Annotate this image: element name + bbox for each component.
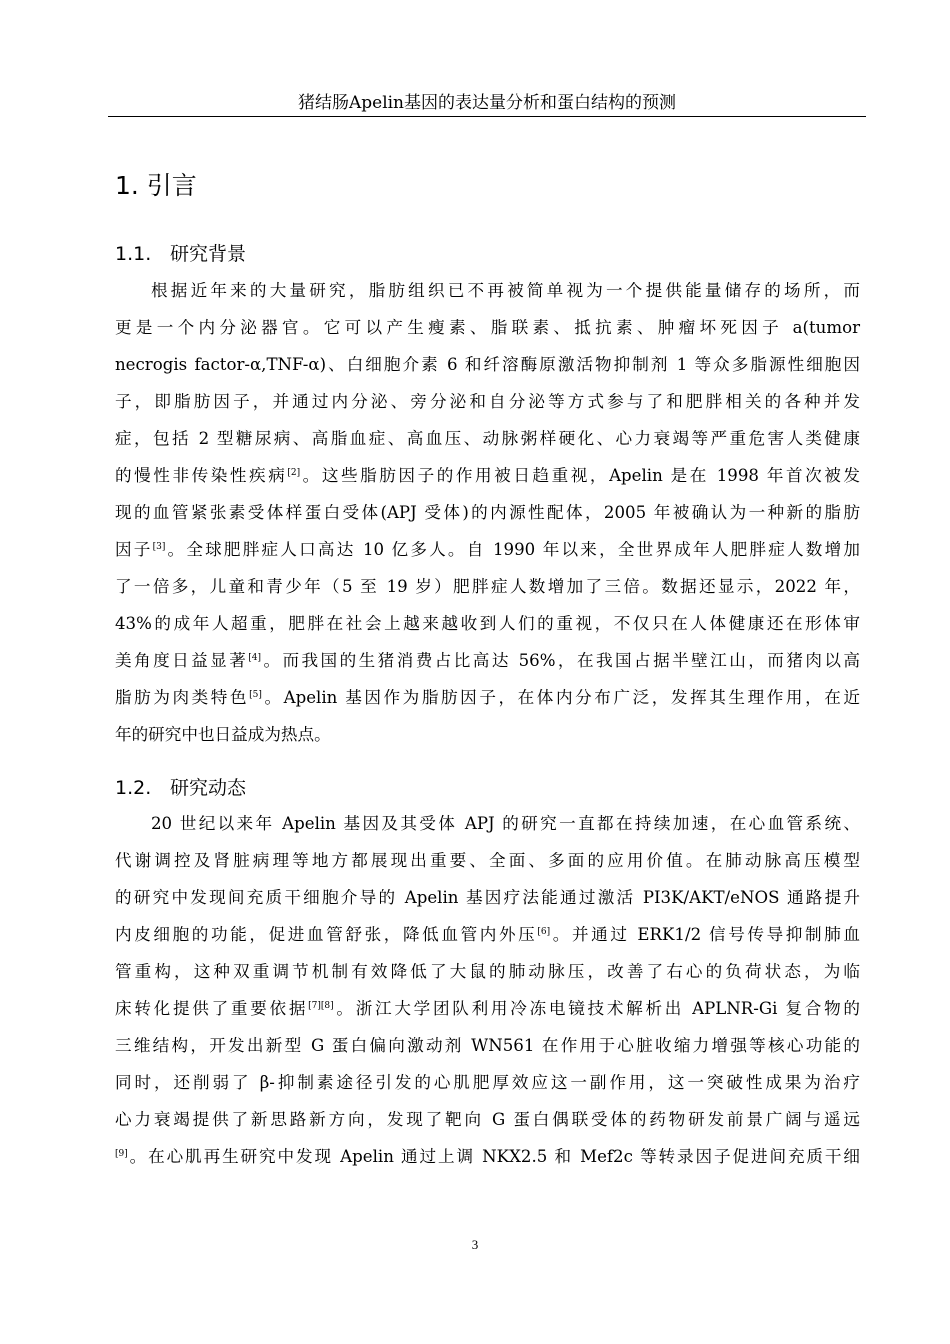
text-line [115,568,860,605]
text-line [115,457,860,494]
paragraph-research-background [115,272,860,753]
subsection-title: 研究背景 [170,243,247,265]
text-line [115,1101,860,1138]
line-text: 的研究中发现间充质干细胞介导的 Apelin 基因疗法能通过激活 PI3K/AKT/eNOS 通路提升 [115,888,860,907]
running-header-title: 猪结肠Apelin基因的表达量分析和蛋白结构的预测 [297,93,677,113]
text-line [115,531,860,568]
text-line [115,383,860,420]
line-text: necrogis factor-α,TNF-α)、白细胞介素 6 和纤溶酶原激活物抑制剂 1 等众多脂源性细胞因 [115,355,860,374]
text-line [115,1138,860,1175]
line-text: 症，包括 2 型糖尿病、高脂血症、高血压、动脉粥样硬化、心力衰竭等严重危害人类健康 [115,429,860,448]
text-line [115,953,860,990]
text-line [115,494,860,531]
line-text: 。这些脂肪因子的作用被日趋重视，Apelin 是在 1998 年首次被发 [300,466,861,485]
text-line [115,420,860,457]
line-text: 脂肪为肉类特色 [115,688,250,707]
line-text: 心力衰竭提供了新思路新方向，发现了靶向 G 蛋白偶联受体的药物研发前景广阔与遥远 [115,1110,860,1129]
subsection-heading-research-trends [115,774,246,802]
text-line [115,879,860,916]
line-text: 管重构，这种双重调节机制有效降低了大鼠的肺动脉压，改善了右心的负荷状态，为临 [115,962,860,981]
line-text: 。全球肥胖症人口高达 10 亿多人。自 1990 年以来，全世界成年人肥胖症人数增加 [165,540,860,559]
line-text: 了一倍多，儿童和青少年（5 至 19 岁）肥胖症人数增加了三倍。数据还显示，2022 年， [115,577,860,596]
citation-reference: [6] [537,927,551,937]
line-text: 三维结构，开发出新型 G 蛋白偏向激动剂 WN561 在作用于心脏收缩力增强等核心功能的 [115,1036,860,1055]
line-text: 根据近年来的大量研究，脂肪组织已不再被简单视为一个提供能量储存的场所，而 [151,281,860,300]
citation-reference: [3] [152,542,166,552]
text-line [115,805,860,842]
text-line [115,642,860,679]
line-text: 。浙江大学团队利用冷冻电镜技术解析出 APLNR-Gi 复合物的 [333,999,860,1018]
line-text: 。并通过 ERK1/2 信号传导抑制肺血 [550,925,861,944]
text-line [115,716,860,753]
line-text: 。而我国的生猪消费占比高达 56%，在我国占据半壁江山，而猪肉以高 [261,651,861,670]
line-text: 现的血管紧张素受体样蛋白受体(APJ 受体)的内源性配体，2005 年被确认为一种新的脂肪 [115,503,860,522]
paragraph-research-trends [115,805,860,1175]
text-line [115,1027,860,1064]
line-text: 20 世纪以来年 Apelin 基因及其受体 APJ 的研究一直都在持续加速，在心血管系统、 [151,814,860,833]
subsection-heading-background [115,240,246,268]
text-line [115,1064,860,1101]
line-text: 的慢性非传染性疾病 [115,466,288,485]
line-text: 年的研究中也日益成为热点。 [115,725,331,744]
section-heading-introduction: 1. 引言 [115,171,197,200]
subsection-number: 1.2. [115,777,152,799]
text-line [115,309,860,346]
line-text: 更是一个内分泌器官。它可以产生瘦素、脂联素、抵抗素、肿瘤坏死因子 a(tumor [115,318,860,337]
line-text: 床转化提供了重要依据 [115,999,309,1018]
line-text: 因子 [115,540,153,559]
line-text: 美角度日益显著 [115,651,249,670]
text-line [115,272,860,309]
text-line [115,916,860,953]
running-header [108,90,866,117]
line-text: 代谢调控及肾脏病理等地方都展现出重要、全面、多面的应用价值。在肺动脉高压模型 [115,851,860,870]
subsection-number: 1.1. [115,243,152,265]
line-text: 同时，还削弱了 β-抑制素途径引发的心肌肥厚效应这一副作用，这一突破性成果为治疗 [115,1073,860,1092]
citation-reference: [5] [249,690,262,700]
line-text: 内皮细胞的功能，促进血管舒张，降低血管内外压 [115,925,538,944]
citation-reference: [9] [115,1149,128,1159]
page-number: 3 [471,1237,479,1252]
line-text: 。在心肌再生研究中发现 Apelin 通过上调 NKX2.5 和 Mef2c 等转录因子促进间充质干细 [127,1147,860,1166]
text-line [115,990,860,1027]
subsection-title: 研究动态 [170,777,247,799]
line-text: 43%的成年人超重，肥胖在社会上越来越收到人们的重视，不仅只在人体健康还在形体审 [115,614,860,633]
line-text: 。Apelin 基因作为脂肪因子，在体内分布广泛，发挥其生理作用，在近 [261,688,860,707]
text-line [115,605,860,642]
text-line [115,842,860,879]
citation-reference: [7][8] [308,1001,334,1011]
text-line [115,346,860,383]
text-line [115,679,860,716]
citation-reference: [4] [248,653,261,663]
citation-reference: [2] [287,468,301,478]
line-text: 子，即脂肪因子，并通过内分泌、旁分泌和自分泌等方式参与了和肥胖相关的各种并发 [115,392,860,411]
